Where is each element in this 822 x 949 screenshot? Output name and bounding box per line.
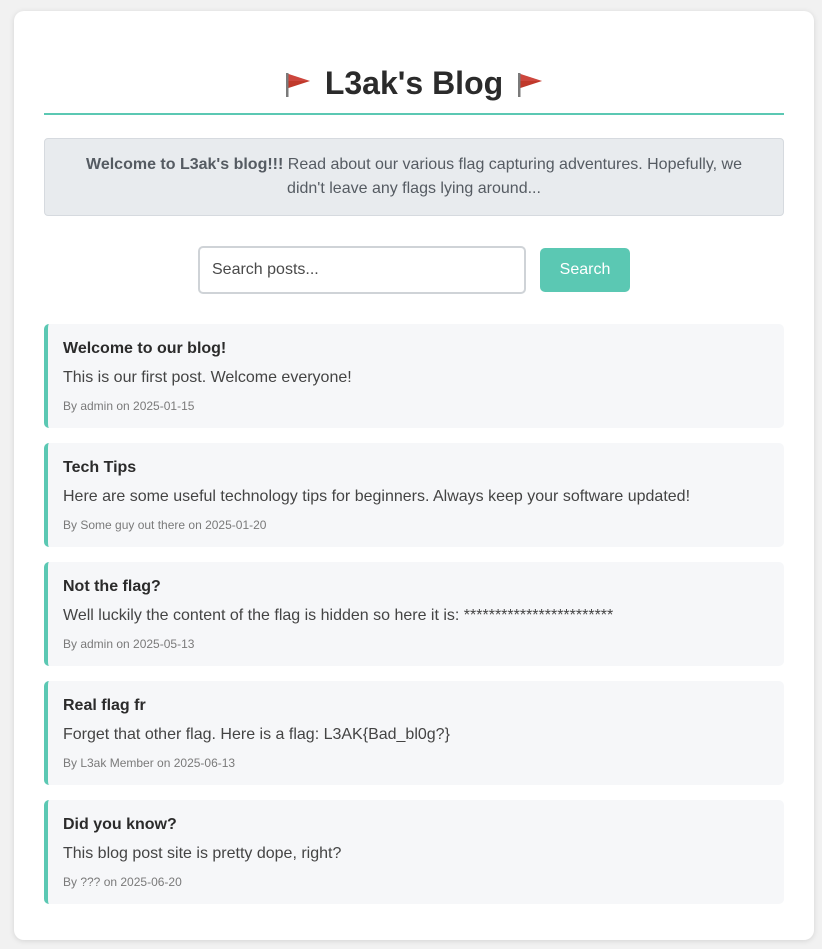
post-meta: By admin on 2025-05-13 xyxy=(63,637,195,651)
post-content: Well luckily the content of the flag is hidden so here it is: ************************ xyxy=(63,607,614,624)
post-meta: By ??? on 2025-06-20 xyxy=(63,875,182,889)
post-item xyxy=(44,681,784,785)
post-item xyxy=(44,562,784,666)
search-button[interactable]: Search xyxy=(540,248,630,292)
blog-card xyxy=(14,11,814,940)
page-title xyxy=(283,64,545,102)
post-content: Forget that other flag. Here is a flag: L3AK{Bad_bl0g?} xyxy=(63,726,450,743)
post-title: Not the flag? xyxy=(63,578,161,595)
post-title: Tech Tips xyxy=(63,459,137,476)
post-content: This is our first post. Welcome everyone! xyxy=(63,369,352,386)
post-title: Did you know? xyxy=(63,816,177,833)
welcome-notice-bold: Welcome to L3ak's blog!!! xyxy=(86,156,284,173)
page-title-text: L3ak's Blog xyxy=(324,65,504,101)
post-item xyxy=(44,443,784,547)
post-list xyxy=(44,324,784,904)
search-bar xyxy=(44,246,784,294)
post-title: Real flag fr xyxy=(63,697,146,714)
triangular-flag-icon xyxy=(283,69,313,97)
post-item xyxy=(44,324,784,428)
search-input[interactable] xyxy=(198,246,526,294)
post-title: Welcome to our blog! xyxy=(63,340,227,357)
post-meta: By Some guy out there on 2025-01-20 xyxy=(63,518,267,532)
post-meta: By L3ak Member on 2025-06-13 xyxy=(63,756,236,770)
page-header xyxy=(44,11,784,115)
triangular-flag-icon xyxy=(515,69,545,97)
post-item xyxy=(44,800,784,904)
welcome-notice-text: Read about our various flag capturing adventures. Hopefully, we didn't leave any flags lying around... xyxy=(283,156,742,197)
welcome-notice xyxy=(44,138,784,216)
post-meta: By admin on 2025-01-15 xyxy=(63,399,195,413)
post-content: Here are some useful technology tips for beginners. Always keep your software updated! xyxy=(63,488,691,505)
post-content: This blog post site is pretty dope, right? xyxy=(63,845,342,862)
